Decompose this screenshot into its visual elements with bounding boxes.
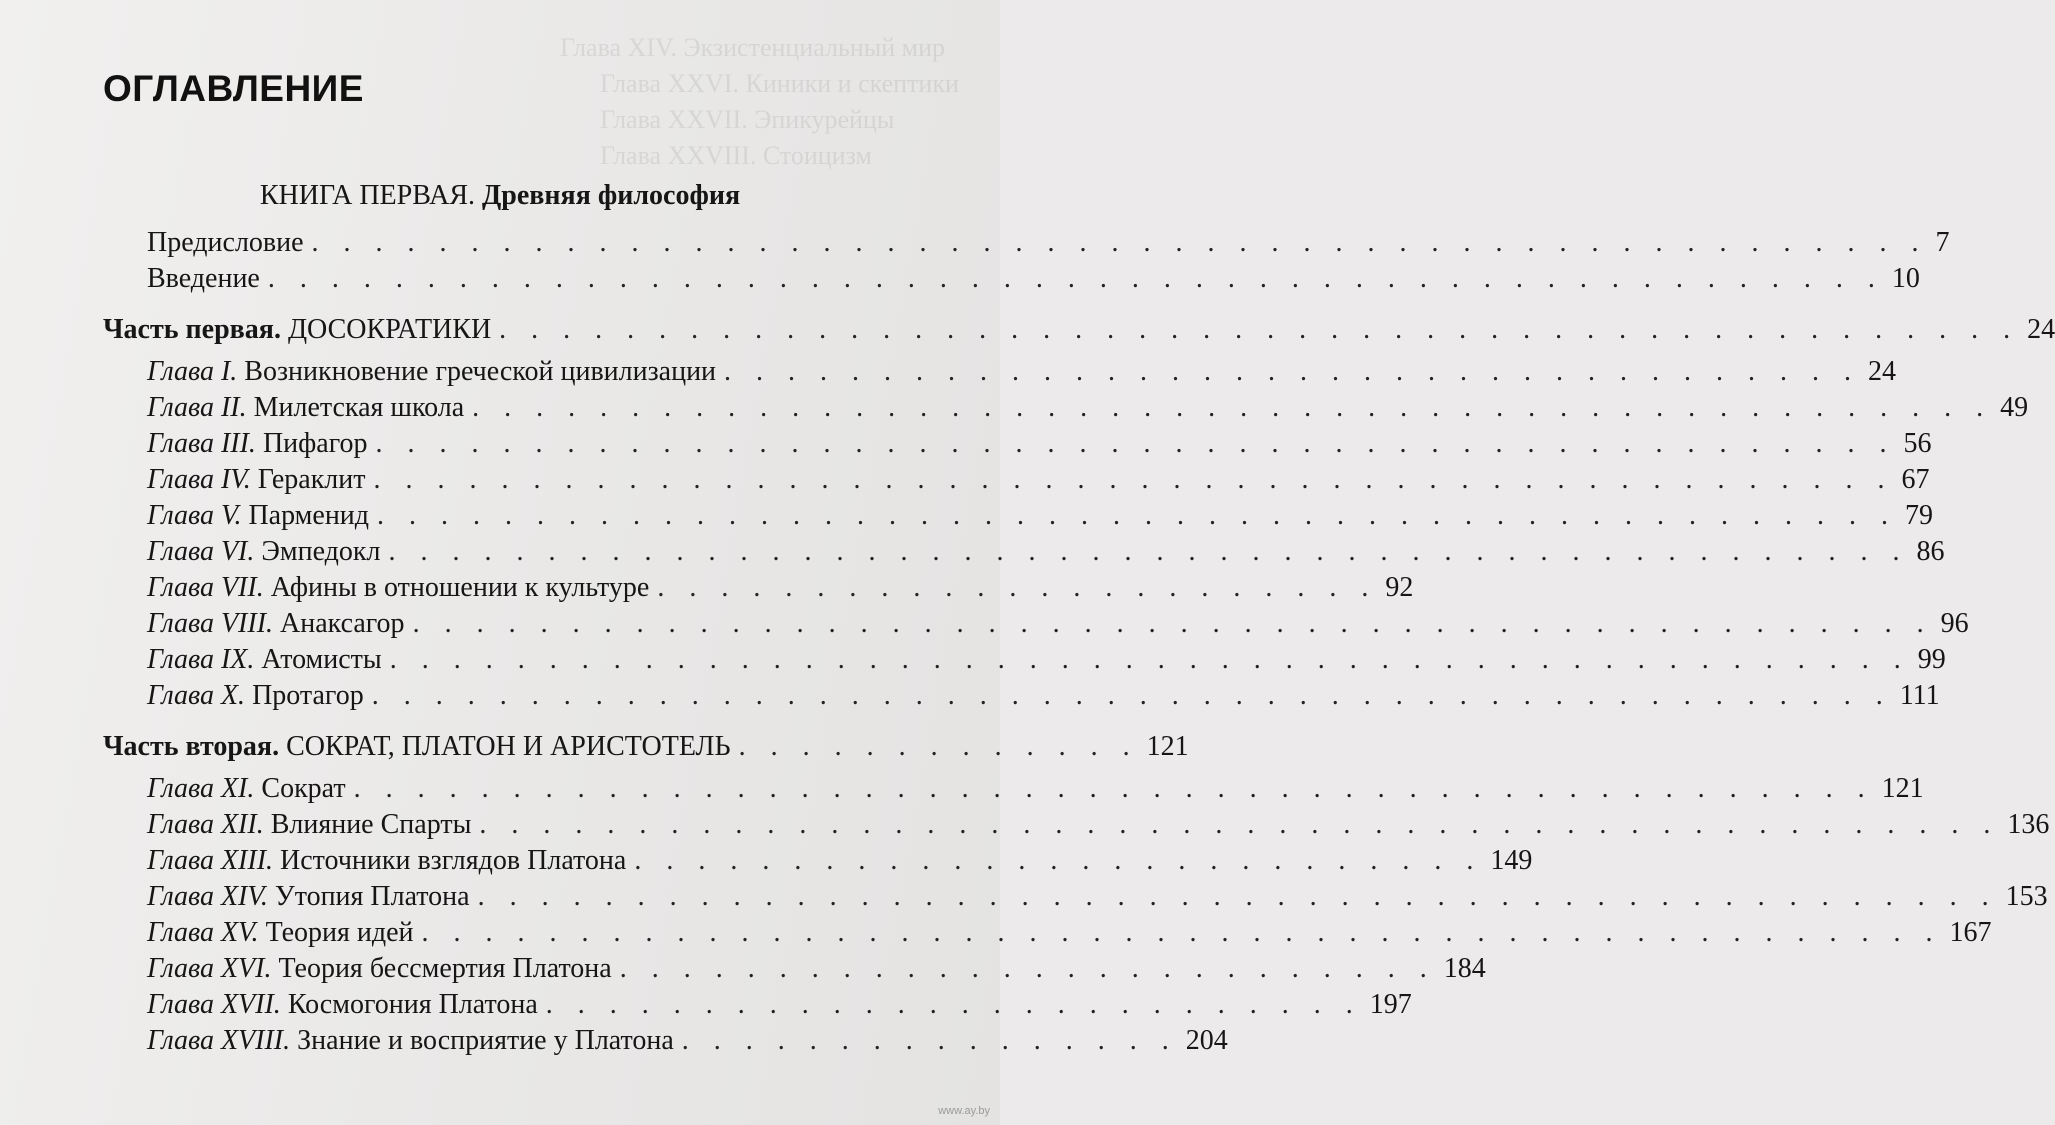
toc-entry-title: Введение xyxy=(147,263,260,294)
leader-dots: . . . . . . . . . . . . . . . . xyxy=(681,1025,1178,1056)
chapter-label: Глава XIII. xyxy=(147,845,274,876)
chapter-title: Атомисты xyxy=(261,644,382,675)
chapter-title: Теория идей xyxy=(265,917,414,948)
chapter-label: Глава IV. xyxy=(147,464,251,495)
toc-chapter[interactable] xyxy=(0,807,2050,843)
toc-chapter[interactable] xyxy=(0,987,1412,1023)
leader-dots: . . . . . . . . . . . . . . . . . . . . . . . . . . . . . . . . . . . . . . . . . . . . . . . . xyxy=(479,809,2000,840)
leader-dots: . . . . . . . . . . . . . . . . . . . . . . . . . . . . . . . . . . . . . . . . . . . . . . . . xyxy=(389,644,1910,675)
chapter-label: Глава XVII. xyxy=(147,989,281,1020)
bleed-through-text: Глава XXVII. Эпикурейцы xyxy=(600,105,895,134)
chapter-title: Влияние Спарты xyxy=(270,809,472,840)
book-title xyxy=(0,180,1000,212)
chapter-title: Протагор xyxy=(252,680,364,711)
leader-dots: . . . . . . . . . . . . . . . . . . . . . . . . . . . . . . . . . . . . . . . . . . . . . . . . xyxy=(377,500,1898,531)
toc-part-title xyxy=(103,312,491,348)
chapter-title: Утопия Платона xyxy=(274,881,470,912)
bleed-through-text: Глава XXVIII. Стоицизм xyxy=(600,141,872,170)
leader-dots: . . . . . . . . . . . . . . . . . . . . . . . . . . . . . . . . . . . . . . . . . . . . . . . . . . . xyxy=(311,227,1928,258)
chapter-title: Знание и восприятие у Платона xyxy=(297,1025,674,1056)
leader-dots: . . . . . . . . . . . . . . . . . . . . . . . . . . . . . . . . . . . . . . . . . . . . . . . . xyxy=(499,314,2020,345)
chapter-label: Глава VIII. xyxy=(147,608,274,639)
toc-chapter[interactable] xyxy=(0,915,1992,951)
chapter-title: Эмпедокл xyxy=(261,536,381,567)
toc-page-number: 79 xyxy=(1905,500,1934,531)
chapter-label: Глава VII. xyxy=(147,572,264,603)
chapter-title: Источники взглядов Платона xyxy=(280,845,627,876)
toc-page-number: 86 xyxy=(1916,536,1945,567)
leader-dots: . . . . . . . . . . . . . . . . . . . . . . . . . . . . . . . . . . . . . . . . . . . . . . . . xyxy=(371,680,1892,711)
toc-chapter[interactable] xyxy=(0,426,1932,462)
toc-page-number: 7 xyxy=(1935,227,1950,258)
leader-dots: . . . . . . . . . . . . . . . . . . . . . . . . . . . . . . . . . . . . . . . . . . . . . . . . xyxy=(375,428,1896,459)
leader-dots: . . . . . . . . . . . . . . . . . . . . . . . . . . xyxy=(545,989,1362,1020)
chapter-title: Парменид xyxy=(248,500,370,531)
chapter-label: Глава XV. xyxy=(147,917,259,948)
toc-page-number: 153 xyxy=(2005,881,2048,912)
toc-chapter[interactable] xyxy=(0,1023,1228,1059)
leader-dots: . . . . . . . . . . . . . . . . . . . . . . . . . . . . . . . . . . . . . . . . . . . . . . . . . . . xyxy=(267,263,1884,294)
chapter-title: Пифагор xyxy=(262,428,368,459)
toc-part-one[interactable] xyxy=(0,312,2055,348)
toc-page-number: 121 xyxy=(1881,773,1924,804)
toc-chapter[interactable] xyxy=(0,462,1930,498)
part-label: Часть первая. xyxy=(103,314,281,345)
toc-entry-preface[interactable] xyxy=(0,225,1950,261)
chapter-title: Возникновение греческой цивилизации xyxy=(244,356,717,387)
chapter-label: Глава X. xyxy=(147,680,246,711)
book-title-subtitle: Древняя философия xyxy=(482,180,741,211)
toc-page-number: 111 xyxy=(1899,680,1940,711)
chapter-title: Анаксагор xyxy=(280,608,405,639)
leader-dots: . . . . . . . . . . . . . . . . . . . . . . . . . . . . . . . . . . . . xyxy=(724,356,1861,387)
toc-chapter[interactable] xyxy=(0,606,1969,642)
toc-chapter[interactable] xyxy=(0,570,1414,606)
leader-dots: . . . . . . . . . . . . . . . . . . . . . . . . . . . . . . . . . . . . . . . . . . . . . . . . xyxy=(421,917,1942,948)
chapter-label: Глава XIV. xyxy=(147,881,268,912)
chapter-label: Глава II. xyxy=(147,392,247,423)
toc-part-title xyxy=(103,729,731,765)
toc-page-number: 49 xyxy=(2000,392,2029,423)
toc-entry-title: Предисловие xyxy=(147,227,304,258)
leader-dots: . . . . . . . . . . . . . . . . . . . . . . . . . . . . . . . . . . . . . . . . . . . . . . . . xyxy=(373,464,1894,495)
toc-chapter[interactable] xyxy=(0,678,1940,714)
toc-part-two[interactable] xyxy=(0,729,1189,765)
chapter-title: Теория бессмертия Платона xyxy=(278,953,612,984)
leader-dots: . . . . . . . . . . . . . . . . . . . . . . . xyxy=(657,572,1378,603)
leader-dots: . . . . . . . . . . . . . . . . . . . . . . . . . . . . . . . . . . . . . . . . . . . . . . . . xyxy=(472,392,1993,423)
toc-page-number: 24 xyxy=(2027,314,2055,345)
chapter-label: Глава XVI. xyxy=(147,953,272,984)
toc-chapter[interactable] xyxy=(0,534,1945,570)
toc-page-number: 204 xyxy=(1185,1025,1228,1056)
toc-page-number: 24 xyxy=(1868,356,1897,387)
chapter-title: Космогония Платона xyxy=(287,989,538,1020)
book-title-label: КНИГА ПЕРВАЯ. xyxy=(259,180,476,211)
chapter-label: Глава XVIII. xyxy=(147,1025,291,1056)
chapter-label: Глава III. xyxy=(147,428,256,459)
toc-chapter[interactable] xyxy=(0,843,1533,879)
chapter-label: Глава V. xyxy=(147,500,242,531)
part-label: Часть вторая. xyxy=(103,731,280,762)
chapter-label: Глава I. xyxy=(147,356,238,387)
leader-dots: . . . . . . . . . . . . . . . . . . . . . . . . . . xyxy=(619,953,1436,984)
chapter-label: Глава IX. xyxy=(147,644,255,675)
watermark-text: www.ay.by xyxy=(938,1105,990,1117)
toc-chapter[interactable] xyxy=(0,354,1897,390)
toc-chapter[interactable] xyxy=(0,879,2048,915)
chapter-label: Глава XII. xyxy=(147,809,264,840)
toc-page-number: 197 xyxy=(1369,989,1412,1020)
leader-dots: . . . . . . . . . . . . . . . . . . . . . . . . . . . . . . . . . . . . . . . . . . . . . . . . xyxy=(353,773,1874,804)
toc-page-number: 67 xyxy=(1901,464,1930,495)
toc-chapter[interactable] xyxy=(0,390,2029,426)
leader-dots: . . . . . . . . . . . . . . . . . . . . . . . . . . . xyxy=(634,845,1483,876)
bleed-through-text: Глава XIV. Экзистенциальный мир xyxy=(560,33,946,62)
toc-page-number: 10 xyxy=(1891,263,1920,294)
toc-chapter[interactable] xyxy=(0,771,1924,807)
toc-page-number: 99 xyxy=(1917,644,1946,675)
toc-page-number: 121 xyxy=(1146,731,1189,762)
bleed-through-text: Глава XXVI. Киники и скептики xyxy=(600,69,959,98)
part-name: СОКРАТ, ПЛАТОН И АРИСТОТЕЛЬ xyxy=(286,731,731,762)
chapter-label: Глава VI. xyxy=(147,536,255,567)
chapter-title: Афины в отношении к культуре xyxy=(270,572,650,603)
toc-page-number: 184 xyxy=(1443,953,1486,984)
leader-dots: . . . . . . . . . . . . . . . . . . . . . . . . . . . . . . . . . . . . . . . . . . . . . . . . xyxy=(388,536,1909,567)
leader-dots: . . . . . . . . . . . . . . . . . . . . . . . . . . . . . . . . . . . . . . . . . . . . . . . . xyxy=(412,608,1933,639)
toc-page-number: 56 xyxy=(1903,428,1932,459)
leader-dots: . . . . . . . . . . . . . xyxy=(738,731,1139,762)
chapter-title: Милетская школа xyxy=(253,392,465,423)
chapter-title: Гераклит xyxy=(257,464,366,495)
toc-page-number: 92 xyxy=(1385,572,1414,603)
toc-page-number: 167 xyxy=(1949,917,1992,948)
chapter-title: Сократ xyxy=(261,773,346,804)
chapter-label: Глава XI. xyxy=(147,773,255,804)
part-name: ДОСОКРАТИКИ xyxy=(287,314,492,345)
toc-page-number: 96 xyxy=(1940,608,1969,639)
page-title: ОГЛАВЛЕНИЕ xyxy=(103,68,364,109)
toc-entry-introduction[interactable] xyxy=(0,261,1920,297)
toc-chapter[interactable] xyxy=(0,951,1486,987)
toc-page-number: 136 xyxy=(2007,809,2050,840)
toc-chapter[interactable] xyxy=(0,498,1934,534)
toc-chapter[interactable] xyxy=(0,642,1946,678)
leader-dots: . . . . . . . . . . . . . . . . . . . . . . . . . . . . . . . . . . . . . . . . . . . . . . . . xyxy=(477,881,1998,912)
toc-page-number: 149 xyxy=(1490,845,1533,876)
